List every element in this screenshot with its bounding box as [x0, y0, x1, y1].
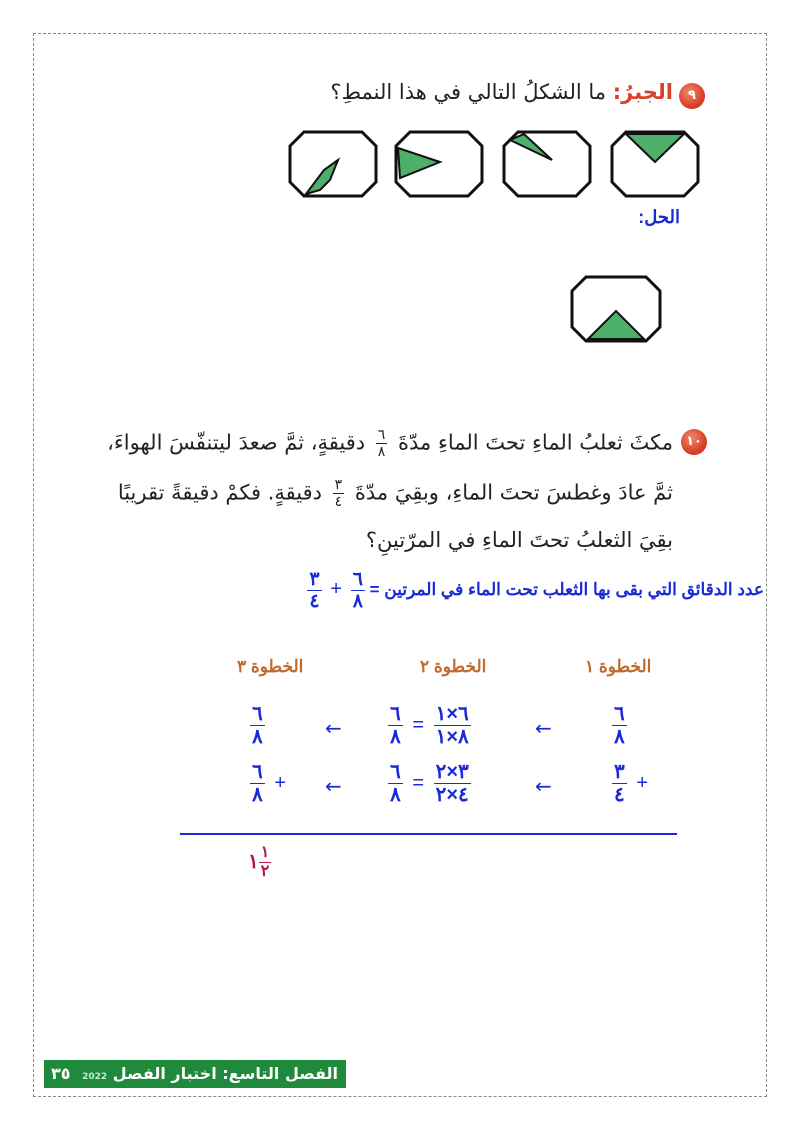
answer-fraction-three-fourths: $\frac{٣}{٤}$	[309, 569, 320, 612]
footer-watermark: 2022	[82, 1072, 108, 1082]
row1-arrow-1: ←	[535, 716, 552, 740]
question-10-line-1: مكثَ ثعلبُ الماءِ تحتَ الماءِ مدّةَ $\frac{٦}{٨}$ دقيقةٍ، ثمَّ صعدَ ليتنفّسَ الهواءَ،	[107, 427, 673, 460]
page-number: ٣٥	[51, 1064, 71, 1083]
pattern-shape-3	[396, 132, 482, 196]
question-10-badge: ١٠	[681, 429, 707, 455]
step-2-label: الخطوة ٢	[420, 657, 487, 676]
row2-step1-fraction: $\frac{٣}{٤}$ +	[614, 761, 648, 806]
question-9-text	[330, 80, 673, 104]
answer-equation: عدد الدقائق التي بقى بها الثعلب تحت الماء في المرتين = $\frac{٦}{٨}$ + $\frac{٣}{٤}$	[309, 569, 764, 612]
row1-step2-expression: $\frac{٦}{٨}$ = $\frac{٦\times ١}{٨\times ١}$	[390, 703, 469, 748]
step-3-label: الخطوة ٣	[237, 657, 304, 676]
row2-step2-expression: $\frac{٦}{٨}$ = $\frac{٣\times ٢}{٤\times ٢}$	[390, 761, 469, 806]
footer-test: اختبار الفصل	[112, 1064, 217, 1083]
sum-line	[180, 833, 677, 835]
solution-label: الحل:	[638, 207, 680, 227]
row1-arrow-2: ←	[325, 716, 342, 740]
fraction-three-fourths: $\frac{٣}{٤}$	[334, 477, 343, 510]
row2-arrow-1: ←	[535, 774, 552, 798]
step-1-label: الخطوة ١	[585, 657, 652, 676]
fraction-six-eighths: $\frac{٦}{٨}$	[377, 427, 386, 460]
result-mixed-number: ١ $\frac{١}{٢}$	[248, 844, 270, 880]
row1-step1-fraction: $\frac{٦}{٨}$	[614, 703, 625, 748]
row2-step3-fraction: $\frac{٦}{٨}$ +	[252, 761, 286, 806]
answer-text: عدد الدقائق التي بقى بها الثعلب تحت الماء في المرتين =	[369, 579, 764, 599]
question-9-prompt: ما الشكلُ التالي في هذا النمطِ؟	[330, 80, 607, 104]
question-9-badge: ٩	[679, 83, 705, 109]
question-10-line-3: بقِيَ الثعلبُ تحتَ الماءِ في المرّتينِ؟	[365, 528, 673, 552]
footer-bar	[44, 1060, 346, 1088]
row1-step3-fraction: $\frac{٦}{٨}$	[252, 703, 263, 748]
answer-fraction-six-eighths: $\frac{٦}{٨}$	[352, 569, 363, 612]
pattern-shape-4	[290, 132, 376, 196]
solution-shape	[570, 275, 662, 345]
pattern-shape-1	[612, 132, 698, 196]
footer-chapter: الفصل التاسع:	[222, 1064, 338, 1083]
algebra-label: الجبرُ:	[612, 80, 673, 104]
pattern-shapes	[288, 130, 708, 200]
question-10-line-2: ثمَّ عادَ وغطسَ تحتَ الماءِ، وبقِيَ مدّةَ $\frac{٣}{٤}$ دقيقةٍ. فكمْ دقيقةً تقريبًا	[117, 477, 673, 510]
row2-arrow-2: ←	[325, 774, 342, 798]
pattern-shape-2	[504, 132, 590, 196]
